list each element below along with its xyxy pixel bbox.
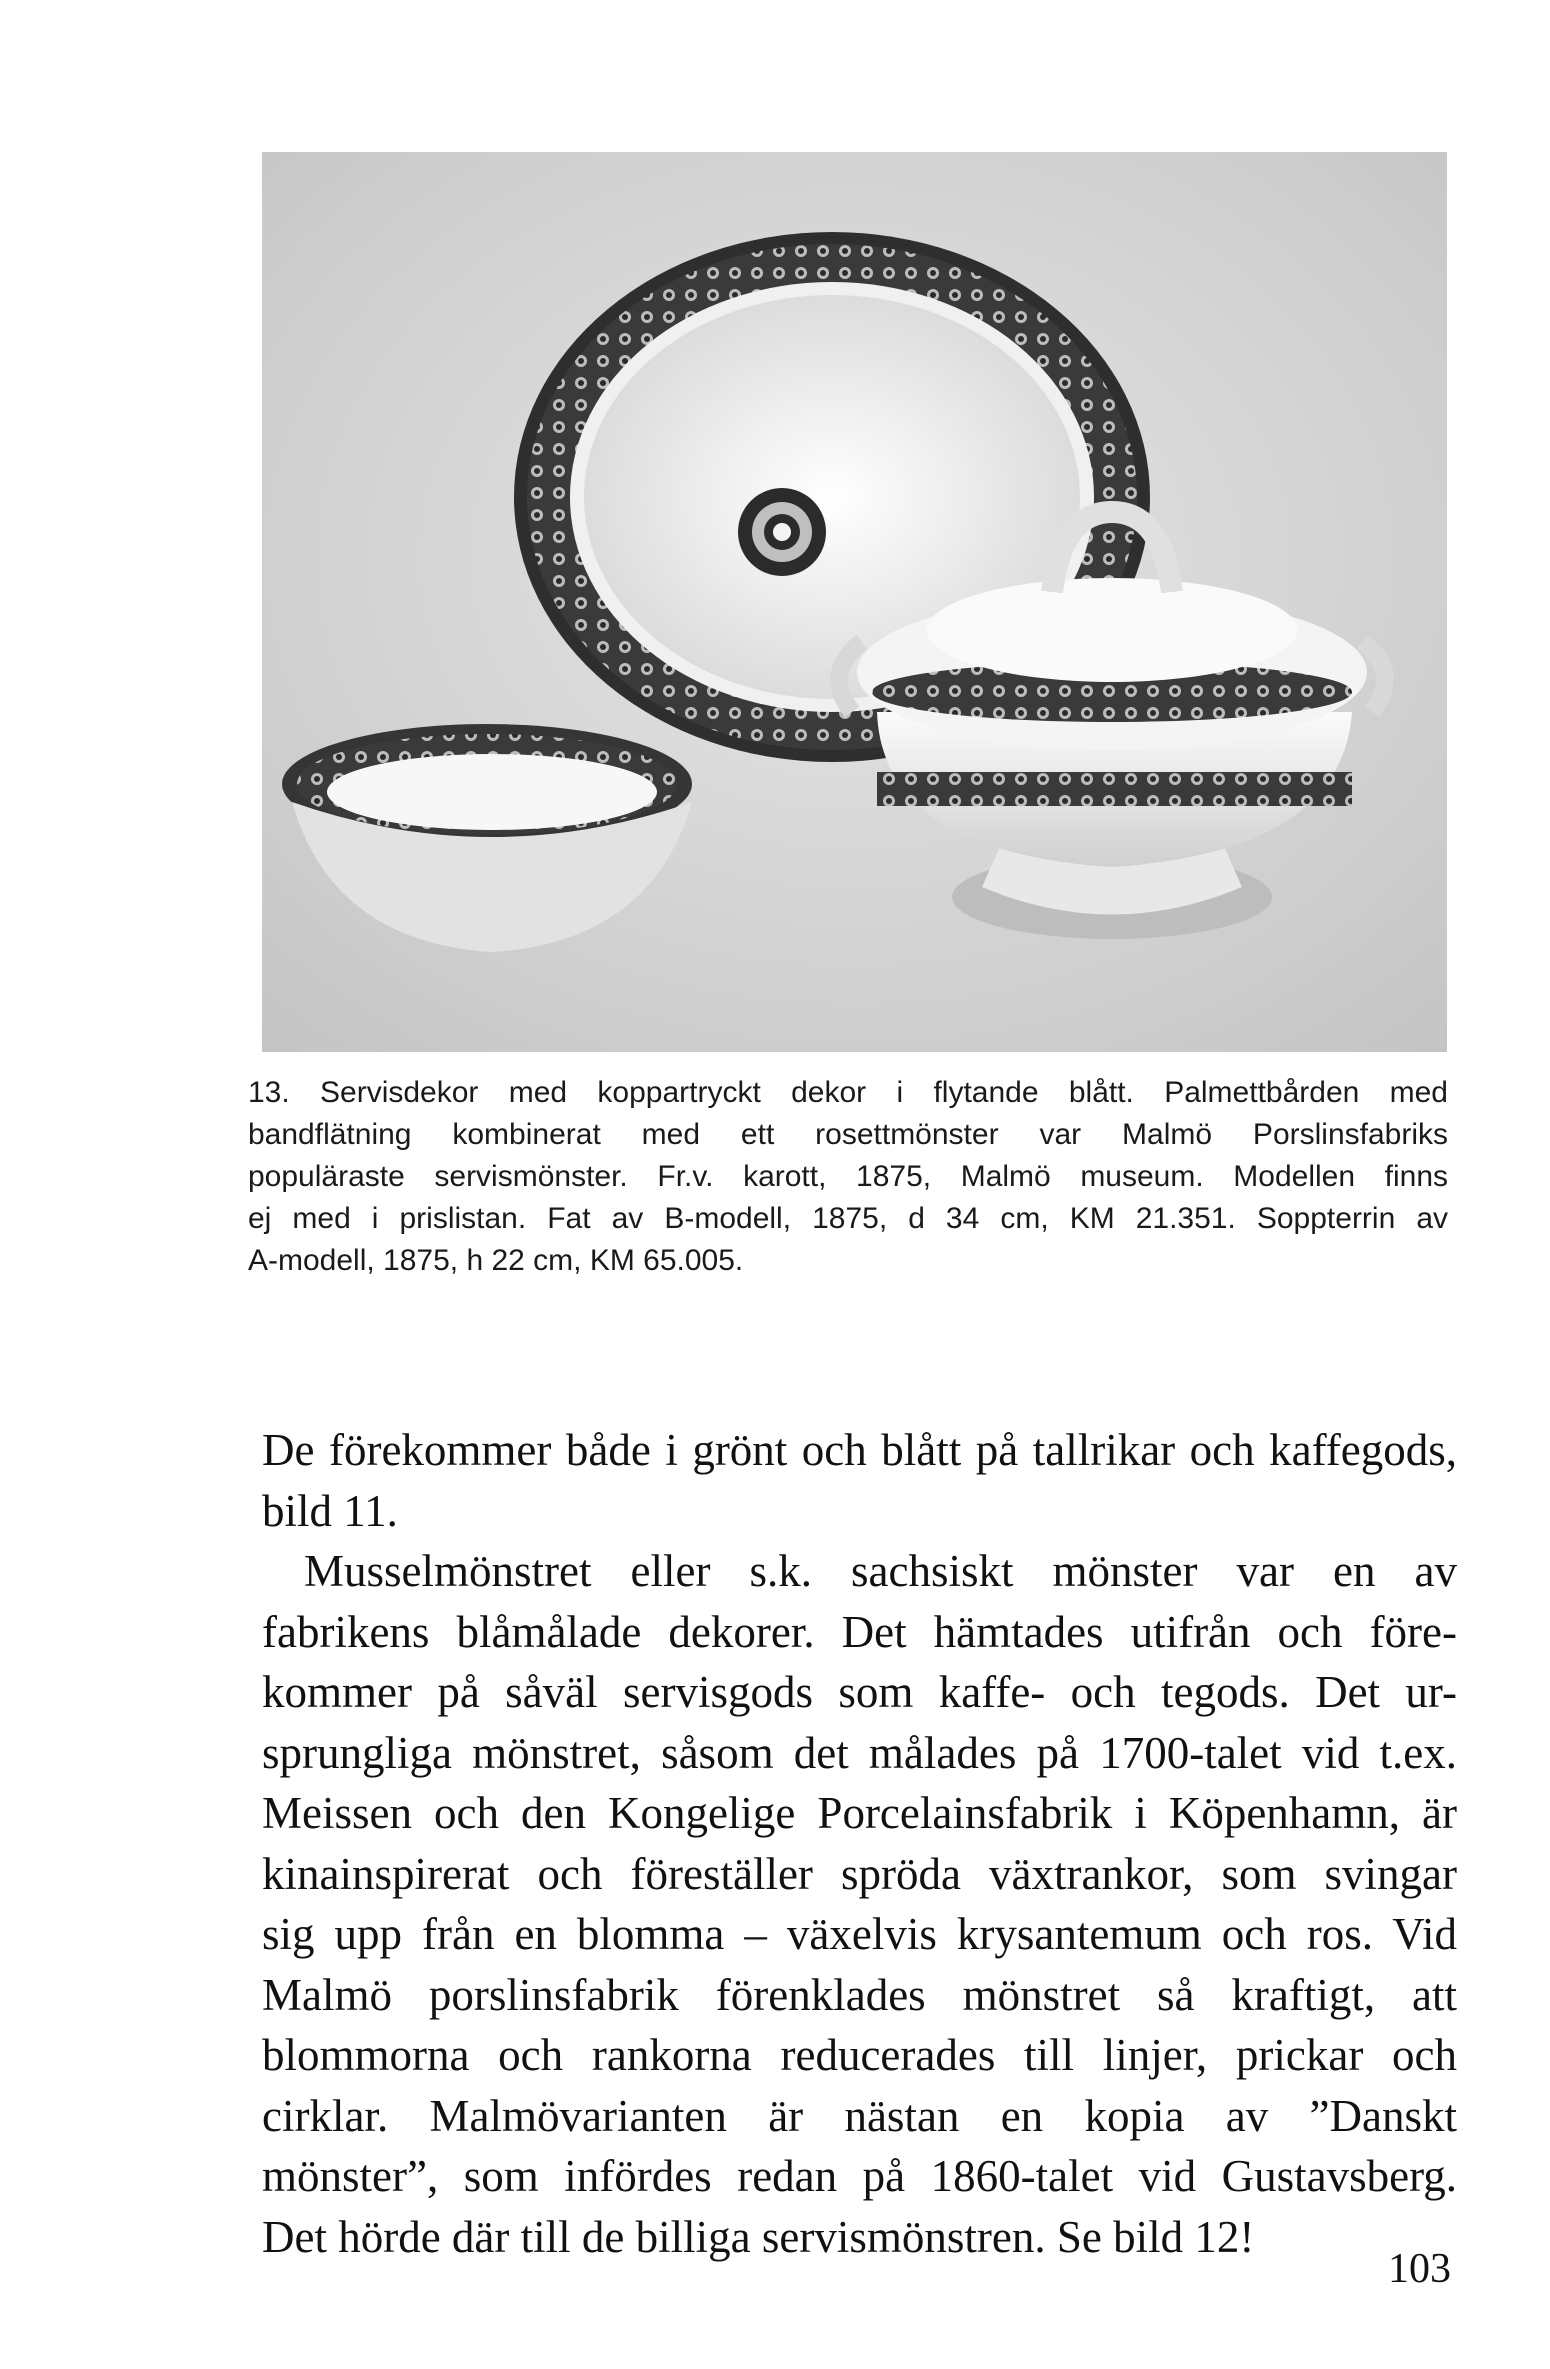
- porcelain-photo: [262, 152, 1447, 1052]
- caption-line-2: bandflätning kombinerat med ett rosettmönster var Malmö Porslinsfabriks: [248, 1118, 1448, 1151]
- caption-line-4: ej med i prislistan. Fat av B-modell, 1875, d 34 cm, KM 21.351. Soppterrin av: [248, 1202, 1448, 1235]
- rosette-center: [738, 488, 826, 576]
- body-line-6: sprungliga mönstret, såsom det målades på 1700-talet vid t.ex.: [262, 1727, 1457, 1778]
- body-line-11: blommorna och rankorna reducerades till linjer, prickar och: [262, 2030, 1457, 2080]
- body-line-8: kinainspirerat och föreställer spröda växtrankor, som svingar: [262, 1848, 1457, 1899]
- body-line-12: cirklar. Malmövarianten är nästan en kopia av ”Danskt: [262, 2090, 1457, 2141]
- caption-line-1: 13. Servisdekor med koppartryckt dekor i flytande blått. Palmettbården med: [248, 1076, 1448, 1109]
- body-line-10: Malmö porslinsfabrik förenklades mönstret så kraftigt, att: [262, 1969, 1457, 2020]
- caption-line-5: A-modell, 1875, h 22 cm, KM 65.005.: [248, 1244, 744, 1277]
- body-line-1: De förekommer både i grönt och blått på tallrikar och kaffegods,: [262, 1425, 1457, 1475]
- body-line-4: fabrikens blåmålade dekorer. Det hämtades utifrån och före-: [262, 1606, 1457, 1657]
- body-line-13: mönster”, som infördes redan på 1860-talet vid Gustavsberg.: [262, 2151, 1457, 2201]
- body-line-7: Meissen och den Kongelige Porcelainsfabrik i Köpenhamn, är: [262, 1788, 1457, 1838]
- caption-line-3: populäraste servismönster. Fr.v. karott, 1875, Malmö museum. Modellen finns: [248, 1160, 1448, 1193]
- body-line-14: Det hörde där till de billiga servismönstren. Se bild 12!: [262, 2211, 1255, 2262]
- page-number: 103: [1388, 2246, 1451, 2292]
- body-text: [262, 1420, 1457, 2267]
- body-line-5: kommer på såväl servisgods som kaffe- och tegods. Det ur-: [262, 1667, 1457, 1717]
- body-line-3: Musselmönstret eller s.k. sachsiskt mönster var en av: [304, 1546, 1457, 1596]
- body-line-9: sig upp från en blomma – växelvis krysantemum och ros. Vid: [262, 1909, 1457, 1959]
- figure-caption: [248, 1072, 1448, 1282]
- body-line-2: bild 11.: [262, 1485, 398, 1536]
